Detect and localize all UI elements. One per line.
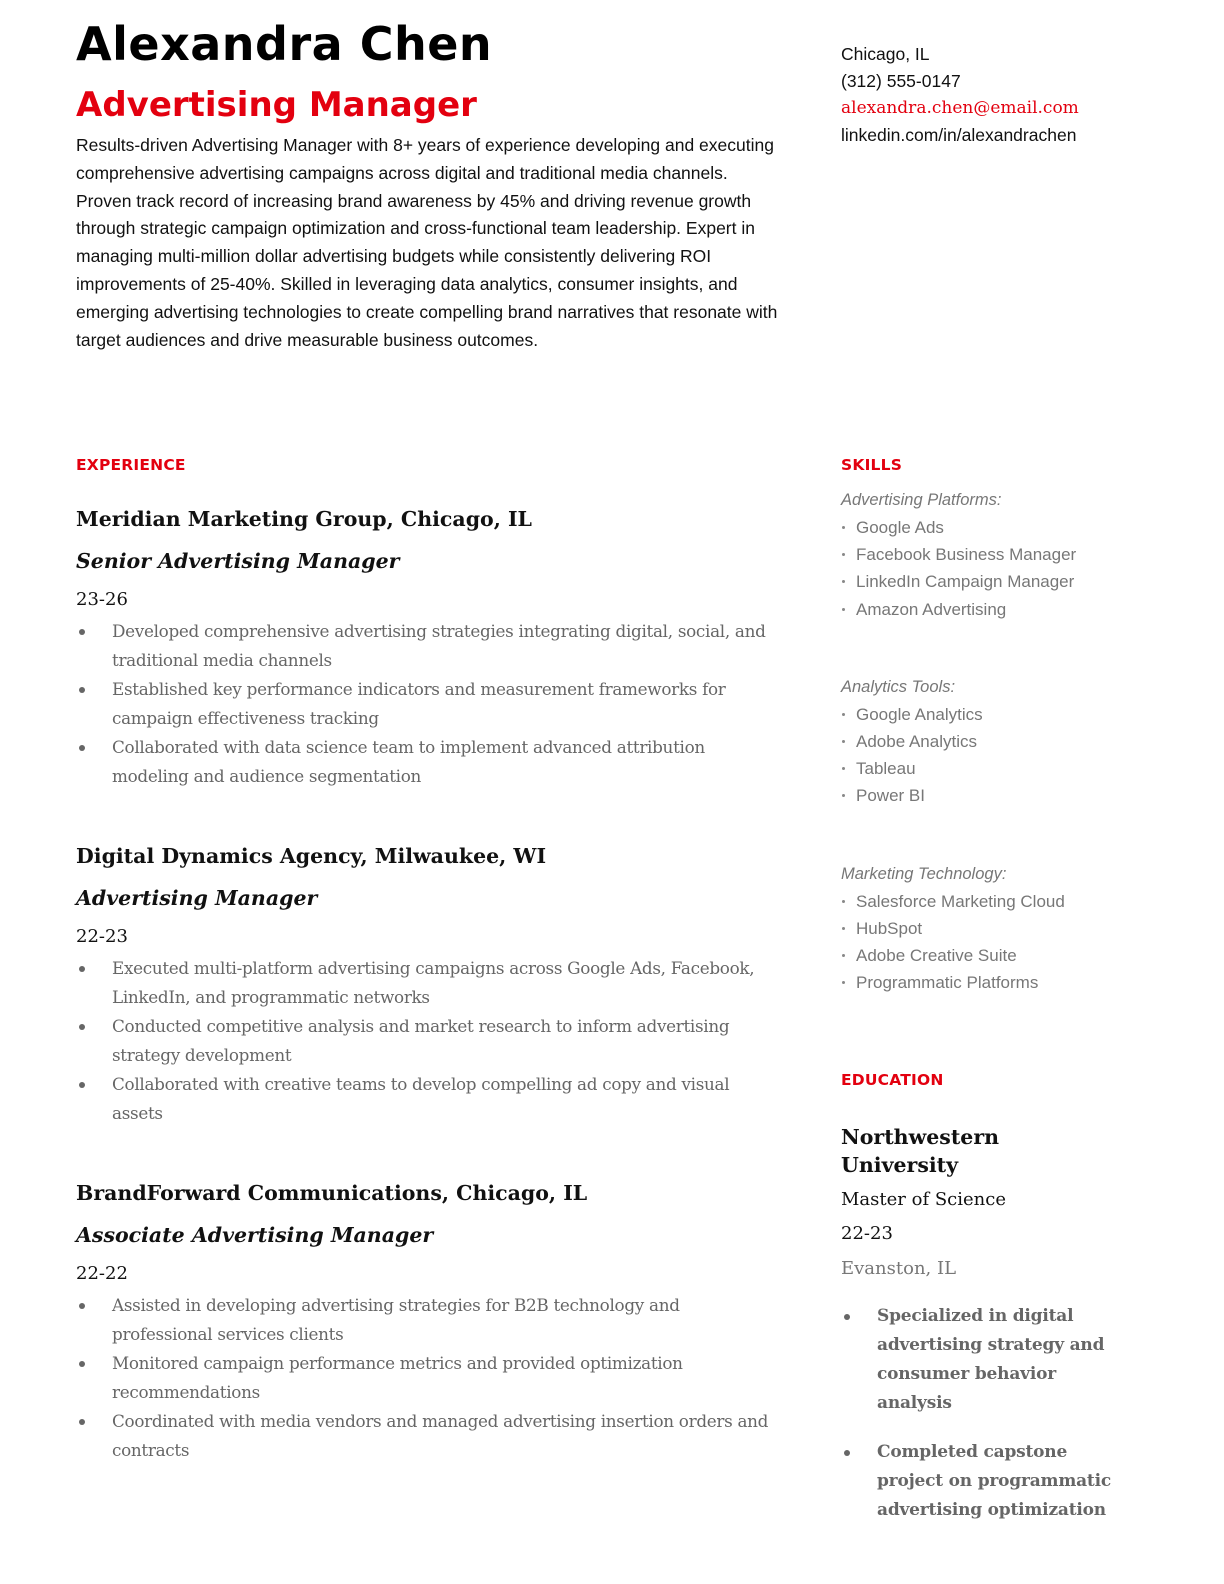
professional-summary: Results-driven Advertising Manager with 8+ years of experience developing and executing comprehensive advertising campaigns across digital and traditional media channels. Proven track record of increasing brand awareness by 45% and driving revenue growth through strategic campaign optimization and cross-functional team leadership. Expert in managing multi-million dollar advertising budgets while consistently delivering ROI improvements of 25-40%. Skilled in leveraging data analytics, consumer insights, and emerging advertising technologies to create compelling brand narratives that resonate with target audiences and drive measurable business outcomes. [76, 135, 778, 350]
bullet-icon [79, 1419, 85, 1425]
job-bullet [76, 1012, 776, 1070]
education-section [841, 1123, 1111, 1545]
skill-item [841, 755, 1141, 782]
skill-item [841, 728, 1141, 755]
skill-text: HubSpot [856, 918, 923, 938]
bullet-icon [79, 1082, 85, 1088]
skills-section [841, 487, 1141, 1047]
job-bullet [76, 1070, 776, 1128]
bullet-icon [842, 794, 845, 797]
skill-item [841, 568, 1141, 595]
bullet-icon [842, 740, 845, 743]
skill-text: Google Analytics [856, 704, 983, 724]
skill-item [841, 701, 1141, 728]
bullet-icon [842, 713, 845, 716]
skill-item [841, 915, 1141, 942]
bullet-icon [79, 745, 85, 751]
school-name: Northwestern University [841, 1125, 1000, 1177]
skill-text: Salesforce Marketing Cloud [856, 891, 1065, 911]
bullet-icon [842, 553, 845, 556]
bullet-icon [79, 629, 85, 635]
skill-list [841, 514, 1141, 623]
skill-text: Amazon Advertising [856, 599, 1007, 619]
job-bullet [76, 675, 776, 733]
bullet-icon [79, 966, 85, 972]
skill-group [841, 861, 1141, 997]
job-bullet-text: Developed comprehensive advertising strategies integrating digital, social, and traditional media channels [112, 621, 766, 670]
job-role: Advertising Manager [76, 886, 318, 910]
education-location: Evanston, IL [841, 1258, 957, 1279]
skill-item [841, 942, 1141, 969]
job-bullet-text: Executed multi-platform advertising campaigns across Google Ads, Facebook, LinkedIn, and programmatic networks [112, 958, 755, 1007]
job-bullet-text: Assisted in developing advertising strategies for B2B technology and professional services clients [112, 1295, 680, 1344]
job-bullet [76, 1349, 776, 1407]
skill-item [841, 969, 1141, 996]
bullet-icon [842, 608, 845, 611]
job-dates: 22-22 [76, 1263, 128, 1284]
job-entry [76, 1179, 776, 1465]
job-bullet-text: Collaborated with creative teams to develop compelling ad copy and visual assets [112, 1074, 730, 1123]
job-bullet [76, 617, 776, 675]
experience-section [76, 505, 776, 1516]
degree: Master of Science [841, 1189, 1006, 1210]
skills-heading: SKILLS [841, 456, 903, 474]
bullet-icon [842, 927, 845, 930]
bullet-icon [79, 1361, 85, 1367]
skill-item [841, 782, 1141, 809]
education-bullet [841, 1302, 1111, 1418]
contact-location: Chicago, IL [841, 44, 930, 64]
job-role: Associate Advertising Manager [76, 1223, 434, 1247]
job-role: Senior Advertising Manager [76, 549, 400, 573]
job-bullets [76, 617, 776, 791]
job-bullet [76, 954, 776, 1012]
skill-text: Facebook Business Manager [856, 545, 1077, 565]
education-bullet [841, 1438, 1111, 1525]
skill-text: Google Ads [856, 518, 944, 537]
job-bullet [76, 1291, 776, 1349]
education-heading: EDUCATION [841, 1071, 944, 1089]
job-bullet-text: Monitored campaign performance metrics and provided optimization recommendations [112, 1353, 683, 1402]
skill-group [841, 674, 1141, 810]
education-bullets [841, 1302, 1111, 1525]
bullet-icon [842, 580, 845, 583]
job-bullet-text: Established key performance indicators and measurement frameworks for campaign effectiveness tracking [112, 679, 726, 728]
skill-item [841, 541, 1141, 568]
bullet-icon [842, 767, 845, 770]
bullet-icon [842, 900, 845, 903]
contact-linkedin: linkedin.com/in/alexandrachen [841, 125, 1077, 145]
contact-info [841, 41, 1079, 149]
skill-list [841, 888, 1141, 997]
experience-heading: EXPERIENCE [76, 456, 186, 474]
bullet-icon [79, 1024, 85, 1030]
skill-text: Adobe Creative Suite [856, 946, 1017, 966]
education-bullet-text: Specialized in digital advertising strategy and consumer behavior analysis [877, 1306, 1105, 1413]
skill-group [841, 487, 1141, 623]
job-entry [76, 842, 776, 1128]
job-company: Meridian Marketing Group, Chicago, IL [76, 507, 532, 531]
job-bullets [76, 1291, 776, 1465]
bullet-icon [842, 981, 845, 984]
job-bullet [76, 1407, 776, 1465]
skill-category: Analytics Tools: [841, 677, 956, 696]
job-bullets [76, 954, 776, 1128]
education-dates: 22-23 [841, 1223, 893, 1244]
skill-list [841, 701, 1141, 810]
skill-item [841, 888, 1141, 915]
education-bullet-text: Completed capstone project on programmatic advertising optimization [877, 1442, 1111, 1520]
skill-text: Tableau [856, 759, 916, 779]
job-bullet-text: Conducted competitive analysis and market research to inform advertising strategy development [112, 1016, 730, 1065]
contact-email-link[interactable]: alexandra.chen@email.com [841, 98, 1079, 118]
skill-text: LinkedIn Campaign Manager [856, 572, 1075, 592]
job-company: BrandForward Communications, Chicago, IL [76, 1181, 588, 1205]
bullet-icon [844, 1450, 850, 1456]
job-dates: 22-23 [76, 926, 128, 947]
bullet-icon [844, 1314, 850, 1320]
job-entry [76, 505, 776, 791]
skill-category: Advertising Platforms: [841, 491, 1002, 509]
job-title: Advertising Manager [76, 85, 477, 125]
skill-category: Marketing Technology: [841, 864, 1007, 883]
job-dates: 23-26 [76, 589, 128, 610]
bullet-icon [842, 526, 845, 529]
job-bullet [76, 733, 776, 791]
bullet-icon [79, 687, 85, 693]
skill-text: Power BI [856, 786, 925, 806]
bullet-icon [79, 1303, 85, 1309]
job-company: Digital Dynamics Agency, Milwaukee, WI [76, 844, 547, 868]
skill-text: Programmatic Platforms [856, 973, 1039, 993]
job-bullet-text: Coordinated with media vendors and managed advertising insertion orders and contracts [112, 1411, 769, 1460]
job-bullet-text: Collaborated with data science team to implement advanced attribution modeling and audience segmentation [112, 737, 705, 786]
skill-text: Adobe Analytics [856, 732, 977, 752]
bullet-icon [842, 954, 845, 957]
skill-item [841, 514, 1141, 541]
candidate-name: Alexandra Chen [76, 17, 493, 71]
contact-phone: (312) 555-0147 [841, 71, 961, 91]
skill-item [841, 596, 1141, 623]
